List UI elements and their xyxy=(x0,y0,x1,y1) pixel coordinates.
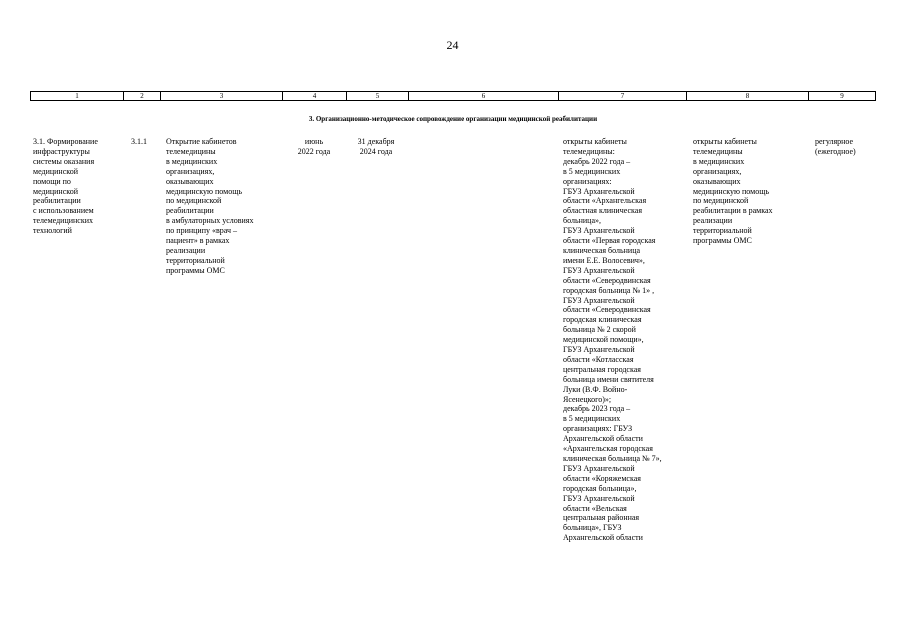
section-title: 3. Организационно-методическое сопровождение организации медицинской реабилитации xyxy=(308,115,598,123)
row-cell-start-date: июнь 2022 года xyxy=(297,137,331,156)
column-number-1: 1 xyxy=(31,92,124,100)
column-number-8: 8 xyxy=(687,92,809,100)
column-number-3: 3 xyxy=(161,92,283,100)
row-cell-measure: Открытие кабинетов телемедицины в медицинских организациях, оказывающих медицинскую помощь по медицинской реабилитации в амбулаторных условиях по принципу «врач – пациент» в рамках реализации территориальной программы ОМС xyxy=(166,137,254,275)
column-number-9: 9 xyxy=(840,92,844,100)
table-header-row xyxy=(30,91,876,101)
column-number-5: 5 xyxy=(347,92,409,100)
column-number-4: 4 xyxy=(283,92,347,100)
row-cell-number: 3.1.1 xyxy=(131,137,147,146)
row-cell-indicator: открыты кабинеты телемедицины в медицинских организациях, оказывающих медицинскую помощь по медицинской реабилитации в рамках реализации территориальной программы ОМС xyxy=(693,137,773,246)
column-number-6: 6 xyxy=(409,92,559,100)
row-cell-result: открыты кабинеты телемедицины: декабрь 2022 года – в 5 медицинских организациях: ГБУЗ Архангельской области «Архангельская областная клиническая больница», ГБУЗ Архангельской области «Первая городская клиническая больница имени Е.Е. Волосевич», ГБУЗ Архангельской области «Северодвинская городская больница № 1» , ГБУЗ Архангельской области «Северодвинская городская клиническая больница № 2 скорой медицинской помощи», ГБУЗ Архангельской области «Котласская центральная городская больница имени святителя Луки (В.Ф. Войно- Ясенецкого)»; декабрь 2023 года – в 5 медицинских организациях: ГБУЗ Архангельской области «Архангельская городская клиническая больница № 7», ГБУЗ Архангельской области «Коряжемская городская больница», ГБУЗ Архангельской области «Вельская центральная районная больница», ГБУЗ Архангельской области xyxy=(563,137,662,543)
row-cell-frequency: регулярное (ежегодное) xyxy=(815,137,856,156)
row-cell-end-date: 31 декабря 2024 года xyxy=(357,137,395,156)
column-number-2: 2 xyxy=(124,92,161,100)
page-number: 24 xyxy=(446,38,459,52)
column-number-7: 7 xyxy=(559,92,687,100)
row-cell-activity: 3.1. Формирование инфраструктуры системы оказания медицинской помощи по медицинской реабилитации с использованием телемедицинских технологий xyxy=(33,137,98,236)
